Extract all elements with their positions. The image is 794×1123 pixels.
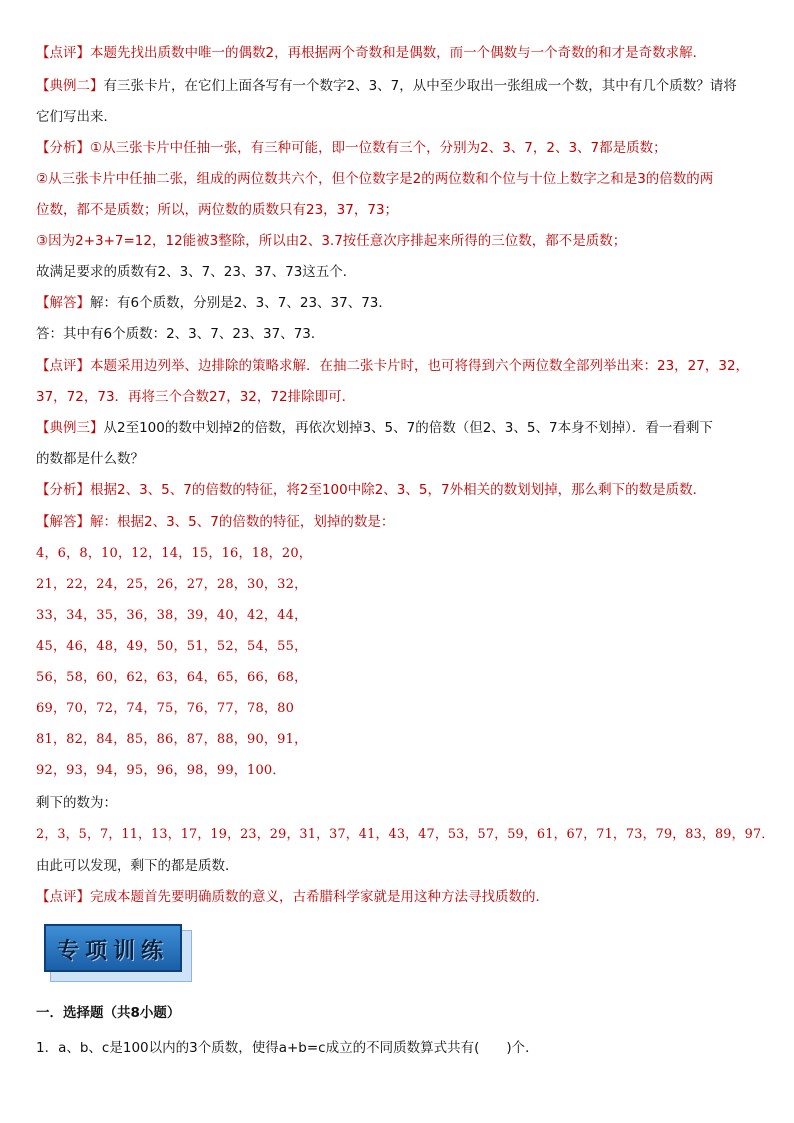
example2-tag: 【典例二】 [36, 78, 104, 94]
analysis-text: ①从三张卡片中任抽一张，有三种可能，即一位数有三个，分别为2、3、7，2、3、7都是质数； [90, 140, 667, 156]
comment3-tag: 【点评】 [36, 889, 90, 905]
crossed-numbers-row-1: 4，6，8，10，12，14，15，16，18，20， [36, 546, 313, 561]
example3-line-1 [36, 419, 766, 437]
analysis-line-5: 故满足要求的质数有2、3、7、23、37、73这五个． [36, 264, 357, 280]
conclusion-line: 由此可以发现，剩下的都是质数． [36, 858, 239, 874]
comment3-text: 完成本题首先要明确质数的意义，古希腊科学家就是用这种方法寻找质数的． [90, 889, 549, 905]
crossed-numbers-row-5: 56，58，60，62，63，64，65，66，68， [36, 670, 308, 685]
analysis-line-1 [36, 139, 766, 157]
example3-line-2: 的数都是什么数？ [36, 451, 144, 467]
analysis3-text: 根据2、3、5、7的倍数的特征，将2至100中除2、3、5，7外相关的数划划掉，那么剩下的数是质数． [90, 482, 707, 498]
solution3-line [36, 513, 766, 531]
solution3-tag: 【解答】 [36, 514, 90, 530]
part-heading: 一．选择题（共8小题） [36, 1005, 181, 1021]
solution-tag: 【解答】 [36, 295, 90, 311]
question-1: 1．a、b、c是100以内的3个质数，使得a+b=c成立的不同质数算式共有( )个． [36, 1040, 539, 1056]
example2-text: 有三张卡片，在它们上面各写有一个数字2、3、7，从中至少取出一张组成一个数，其中有几个质数？请将 [103, 78, 737, 94]
comment-tag: 【点评】 [36, 45, 90, 61]
analysis-tag: 【分析】 [36, 140, 90, 156]
example3-text: 从2至100的数中划掉2的倍数，再依次划掉3、5、7的倍数（但2、3、5、7本身不划掉）．看一看剩下 [103, 420, 713, 436]
solution-text: 解：有6个质数，分别是2、3、7、23、37、73． [90, 295, 392, 311]
example2-line-1 [36, 77, 766, 95]
analysis-line-3: 位数，都不是质数；所以，两位数的质数只有23，37，73； [36, 202, 399, 218]
comment-text: 本题先找出质数中唯一的偶数2，再根据两个奇数和是偶数，而一个偶数与一个奇数的和才是奇数求解． [90, 45, 707, 61]
comment2-text: 本题采用边列举、边排除的策略求解．在抽二张卡片时，也可将得到六个两位数全部列举出来：23，27，32， [90, 358, 750, 374]
crossed-numbers-row-3: 33，34，35，36，38，39，40，42，44， [36, 608, 308, 623]
analysis-line-4: ③因为2+3+7=12，12能被3整除，所以由2、3.7按任意次序排起来所得的三位数，都不是质数； [36, 233, 627, 249]
remaining-label: 剩下的数为： [36, 795, 117, 811]
comment2-line-2: 37，72，73．再将三个合数27，32，72排除即可． [36, 389, 356, 405]
remaining-primes: 2，3，5，7，11，13，17，19，23，29，31，37，41，43，47，53，57，59，61，67，71，73，79，83，89，97． [36, 827, 775, 842]
example3-tag: 【典例三】 [36, 420, 104, 436]
crossed-numbers-row-4: 45，46，48，49，50，51，52，54，55， [36, 639, 308, 654]
analysis3-line [36, 481, 766, 499]
solution3-text: 解：根据2、3、5、7的倍数的特征，划掉的数是： [90, 514, 395, 530]
analysis-line-2: ②从三张卡片中任抽二张，组成的两位数共六个，但个位数字是2的两位数和个位与十位上数字之和是3的倍数的两 [36, 171, 714, 187]
section-title: 专项训练 [56, 938, 169, 964]
analysis3-tag: 【分析】 [36, 482, 90, 498]
crossed-numbers-row-2: 21，22，24，25，26，27，28，30，32， [36, 577, 308, 592]
comment3-line [36, 888, 766, 906]
answer-line: 答：其中有6个质数：2、3、7、23、37、73． [36, 326, 325, 342]
solution-line-1 [36, 294, 766, 312]
comment2-tag: 【点评】 [36, 358, 90, 374]
comment-line-1 [36, 44, 766, 62]
crossed-numbers-row-6: 69，70，72，74，75，76，77，78，80 [36, 701, 295, 716]
crossed-numbers-row-8: 92，93，94，95，96，98，99，100． [36, 763, 286, 778]
crossed-numbers-row-7: 81，82，84，85，86，87，88，90，91， [36, 732, 308, 747]
section-badge [44, 924, 190, 980]
comment2-line-1 [36, 357, 766, 375]
example2-line-2: 它们写出来． [36, 109, 117, 125]
